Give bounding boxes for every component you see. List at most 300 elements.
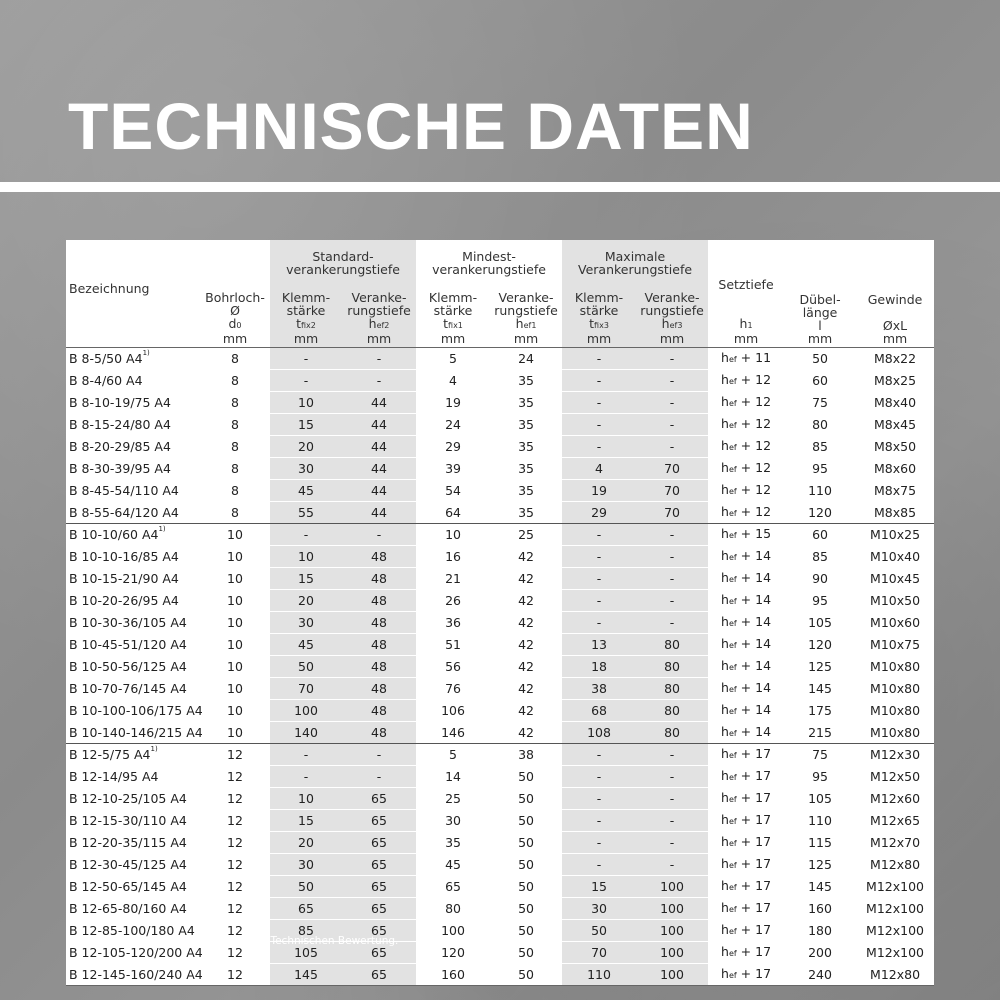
group-header-mindest: Mindest- verankerungstiefe [432,249,546,277]
cell-veranker-max: 100 [636,942,708,964]
column-header-setztiefe: Setztiefe h1 mm [718,277,774,346]
cell-duebel: 80 [784,414,856,436]
cell-veranker-std: 48 [342,656,416,678]
cell-gewinde: M12x100 [856,920,934,942]
column-header-klemm-max: Klemm- stärke tfix3 mm [562,278,636,348]
cell-veranker-max: - [636,612,708,634]
cell-setztiefe: hef + 17 [708,766,784,788]
cell-gewinde: M12x80 [856,964,934,986]
cell-klemm-max: 15 [562,876,636,898]
cell-veranker-max: - [636,436,708,458]
cell-bezeichnung: B 10-10-16/85 A4 [66,546,200,568]
cell-bohrloch: 12 [200,810,270,832]
cell-setztiefe: hef + 17 [708,964,784,986]
cell-bezeichnung: B 12-30-45/125 A4 [66,854,200,876]
cell-klemm-max: - [562,854,636,876]
cell-klemm-max: - [562,744,636,766]
cell-veranker-max: - [636,590,708,612]
cell-setztiefe: hef + 11 [721,350,772,365]
cell-veranker-max: 80 [636,700,708,722]
cell-bezeichnung: B 8-55-64/120 A4 [66,502,200,524]
cell-veranker-max: - [636,832,708,854]
cell-veranker-max: - [636,744,708,766]
cell-klemm-std: 55 [270,502,342,524]
cell-gewinde: M10x60 [856,612,934,634]
cell-bezeichnung: B 12-85-100/180 A4 [66,920,200,942]
cell-setztiefe: hef + 14 [708,678,784,700]
cell-veranker-std: 48 [342,590,416,612]
cell-gewinde: M10x80 [856,722,934,744]
cell-gewinde: M12x100 [856,876,934,898]
table-row [66,766,934,788]
cell-setztiefe: hef + 17 [708,920,784,942]
cell-klemm-std: 10 [270,392,342,414]
table-row [66,436,934,458]
table-row [66,546,934,568]
tech-data-table-container [66,240,934,986]
cell-veranker-min: 50 [490,942,562,964]
cell-gewinde: M12x70 [856,832,934,854]
cell-veranker-max: - [636,810,708,832]
column-header-klemm-std: Klemm- stärke tfix2 mm [270,278,342,348]
cell-klemm-std: 10 [270,546,342,568]
cell-klemm-min: 120 [416,942,490,964]
cell-klemm-min: 5 [449,351,457,366]
cell-klemm-min: 21 [416,568,490,590]
table-row [66,810,934,832]
cell-gewinde: M8x22 [874,351,917,366]
cell-veranker-std: 65 [342,876,416,898]
cell-veranker-std: - [342,348,416,370]
cell-klemm-min: 26 [416,590,490,612]
cell-bezeichnung: B 8-20-29/85 A4 [66,436,200,458]
cell-klemm-max: - [562,612,636,634]
table-row [66,678,934,700]
cell-klemm-std: - [270,766,342,788]
cell-bohrloch: 12 [200,920,270,942]
cell-veranker-std: - [342,524,416,546]
cell-bohrloch: 8 [200,480,270,502]
cell-setztiefe: hef + 14 [708,590,784,612]
cell-gewinde: M10x25 [856,524,934,546]
cell-veranker-min: 35 [490,392,562,414]
cell-bohrloch: 12 [200,854,270,876]
cell-klemm-min: 76 [416,678,490,700]
cell-klemm-std: 100 [270,700,342,722]
cell-duebel: 145 [784,678,856,700]
cell-veranker-std: 65 [342,788,416,810]
cell-bohrloch: 10 [200,656,270,678]
cell-bohrloch: 10 [200,546,270,568]
table-row [66,832,934,854]
cell-bohrloch: 12 [200,898,270,920]
cell-setztiefe: hef + 14 [708,722,784,744]
cell-gewinde: M8x50 [856,436,934,458]
cell-gewinde: M12x50 [856,766,934,788]
cell-veranker-std: 44 [342,436,416,458]
cell-veranker-max: - [636,370,708,392]
cell-duebel: 90 [784,568,856,590]
table-row [66,502,934,524]
cell-bohrloch: 8 [200,502,270,524]
column-header-veranker-std: Veranke- rungstiefe hef2 mm [342,278,416,348]
cell-veranker-max: 100 [636,898,708,920]
cell-veranker-std: - [342,766,416,788]
cell-klemm-std: 70 [270,678,342,700]
cell-klemm-min: 56 [416,656,490,678]
cell-klemm-max: - [562,414,636,436]
cell-veranker-min: 35 [490,414,562,436]
cell-veranker-max: - [636,546,708,568]
table-row [66,370,934,392]
cell-bezeichnung: B 12-5/75 A4$^{1)}$ [66,744,200,766]
cell-veranker-std: 65 [342,832,416,854]
column-header-gewinde: Gewinde ØxL mm [867,292,923,346]
cell-setztiefe: hef + 14 [708,634,784,656]
cell-klemm-min: 14 [416,766,490,788]
cell-veranker-min: 42 [490,568,562,590]
table-row [66,480,934,502]
cell-gewinde: M12x30 [856,744,934,766]
cell-klemm-max: - [562,370,636,392]
cell-duebel: 85 [784,436,856,458]
cell-klemm-std: 145 [270,964,342,986]
cell-setztiefe: hef + 17 [708,854,784,876]
cell-klemm-min: 64 [416,502,490,524]
cell-veranker-min: 50 [490,810,562,832]
title-divider [0,182,1000,192]
cell-klemm-min: 16 [416,546,490,568]
cell-bohrloch: 12 [200,942,270,964]
cell-veranker-std: 44 [342,414,416,436]
column-header-klemm-min: Klemm- stärke tfix1 mm [428,290,478,346]
cell-setztiefe: hef + 12 [708,414,784,436]
cell-klemm-max: 68 [562,700,636,722]
cell-duebel: 125 [784,854,856,876]
cell-klemm-std: - [270,744,342,766]
cell-bezeichnung: B 8-5/50 A4$^{1)}$ [69,349,150,366]
cell-gewinde: M8x75 [856,480,934,502]
cell-veranker-max: - [636,854,708,876]
cell-klemm-max: - [562,392,636,414]
cell-veranker-max: 100 [636,964,708,986]
cell-bezeichnung: B 12-14/95 A4 [66,766,200,788]
cell-veranker-max: 100 [636,876,708,898]
cell-klemm-max: - [562,766,636,788]
cell-gewinde: M12x100 [856,942,934,964]
cell-setztiefe: hef + 12 [708,480,784,502]
cell-duebel: 60 [784,370,856,392]
cell-veranker-std: 48 [342,634,416,656]
cell-bohrloch: 10 [200,722,270,744]
cell-bezeichnung: B 10-15-21/90 A4 [66,568,200,590]
cell-klemm-max: 4 [562,458,636,480]
cell-veranker-min: 50 [490,876,562,898]
table-row [66,392,934,414]
cell-duebel: 95 [784,590,856,612]
table-row [66,964,934,986]
table-row [66,876,934,898]
cell-veranker-max: - [636,392,708,414]
cell-veranker-min: 50 [490,832,562,854]
cell-bezeichnung: B 10-100-106/175 A4 [66,700,200,722]
cell-duebel: 75 [784,392,856,414]
table-row [66,788,934,810]
cell-klemm-max: 30 [562,898,636,920]
cell-klemm-min: 5 [416,744,490,766]
cell-klemm-min: 19 [416,392,490,414]
cell-setztiefe: hef + 17 [708,898,784,920]
cell-duebel: 215 [784,722,856,744]
cell-bezeichnung: B 8-30-39/95 A4 [66,458,200,480]
cell-gewinde: M12x65 [856,810,934,832]
table-row [66,524,934,546]
cell-veranker-min: 38 [490,744,562,766]
cell-veranker-min: 50 [490,964,562,986]
cell-veranker-min: 50 [490,898,562,920]
cell-klemm-std: 140 [270,722,342,744]
column-header-duebel: Dübel- länge l mm [799,292,841,346]
cell-veranker-min: 42 [490,678,562,700]
cell-bezeichnung: B 8-10-19/75 A4 [66,392,200,414]
cell-veranker-max: 100 [636,920,708,942]
cell-klemm-std: - [270,370,342,392]
cell-veranker-min: 35 [490,502,562,524]
cell-veranker-min: 42 [490,700,562,722]
cell-setztiefe: hef + 17 [708,832,784,854]
cell-klemm-min: 24 [416,414,490,436]
table-row [66,744,934,766]
cell-duebel: 120 [784,502,856,524]
cell-veranker-min: 42 [490,656,562,678]
cell-duebel: 95 [784,458,856,480]
cell-duebel: 110 [784,810,856,832]
cell-setztiefe: hef + 14 [708,546,784,568]
cell-duebel: 160 [784,898,856,920]
cell-veranker-min: 42 [490,590,562,612]
cell-klemm-max: - [562,810,636,832]
cell-duebel: 125 [784,656,856,678]
cell-klemm-max: - [562,546,636,568]
cell-veranker-std: - [342,370,416,392]
cell-bohrloch: 12 [200,876,270,898]
cell-gewinde: M8x60 [856,458,934,480]
column-header-bezeichnung: Bezeichnung [69,281,150,296]
table-body [66,348,934,986]
cell-klemm-std: 10 [270,788,342,810]
cell-duebel: 180 [784,920,856,942]
cell-bezeichnung: B 10-20-26/95 A4 [66,590,200,612]
cell-bohrloch: 10 [200,612,270,634]
cell-gewinde: M12x80 [856,854,934,876]
table-row [66,458,934,480]
cell-duebel: 85 [784,546,856,568]
cell-bohrloch: 10 [200,524,270,546]
cell-klemm-max: - [562,590,636,612]
cell-setztiefe: hef + 12 [708,458,784,480]
cell-klemm-max: - [562,832,636,854]
cell-veranker-std: 48 [342,612,416,634]
table-row [66,700,934,722]
table-row [66,656,934,678]
cell-klemm-std: - [270,348,342,370]
cell-bohrloch: 12 [200,964,270,986]
cell-bezeichnung: B 8-4/60 A4 [66,370,200,392]
cell-bezeichnung: B 8-45-54/110 A4 [66,480,200,502]
cell-klemm-std: 50 [270,656,342,678]
cell-duebel: 105 [784,612,856,634]
cell-klemm-max: 38 [562,678,636,700]
cell-veranker-min: 50 [490,920,562,942]
cell-klemm-min: 100 [416,920,490,942]
cell-duebel: 75 [784,744,856,766]
cell-bohrloch: 10 [200,590,270,612]
cell-klemm-min: 4 [416,370,490,392]
cell-veranker-std: 65 [342,942,416,964]
cell-klemm-min: 51 [416,634,490,656]
cell-bohrloch: 8 [200,436,270,458]
cell-klemm-std: 30 [270,612,342,634]
cell-veranker-std: 44 [342,458,416,480]
cell-veranker-min: 35 [490,436,562,458]
cell-klemm-min: 35 [416,832,490,854]
cell-bezeichnung: B 8-15-24/80 A4 [66,414,200,436]
cell-gewinde: M10x80 [856,700,934,722]
cell-duebel: 50 [812,351,828,366]
cell-duebel: 175 [784,700,856,722]
table-header [66,240,934,348]
cell-bohrloch: 12 [200,766,270,788]
footnote-marker: 1) [142,349,150,357]
cell-klemm-std: - [270,524,342,546]
cell-gewinde: M10x80 [856,656,934,678]
cell-veranker-std: 44 [342,392,416,414]
cell-klemm-max: - [562,788,636,810]
cell-veranker-std: 48 [342,568,416,590]
cell-veranker-min: 25 [490,524,562,546]
tech-data-table [66,240,934,986]
cell-klemm-std: 85 [270,920,342,942]
cell-veranker-max: 70 [636,480,708,502]
cell-klemm-max: 13 [562,634,636,656]
cell-veranker-max: - [636,348,708,370]
cell-klemm-min: 160 [416,964,490,986]
cell-veranker-std: 44 [342,502,416,524]
group-header-maximal: Maximale Verankerungstiefe [562,240,708,278]
cell-veranker-min: 50 [490,766,562,788]
cell-duebel: 60 [784,524,856,546]
cell-veranker-max: - [636,568,708,590]
cell-setztiefe: hef + 12 [708,436,784,458]
cell-bezeichnung: B 12-15-30/110 A4 [66,810,200,832]
cell-bezeichnung: B 12-65-80/160 A4 [66,898,200,920]
cell-bezeichnung: B 12-145-160/240 A4 [66,964,200,986]
table-row [66,612,934,634]
cell-veranker-min: 35 [490,480,562,502]
cell-bohrloch: 8 [200,370,270,392]
cell-klemm-std: 50 [270,876,342,898]
footnote-marker: 1) [158,525,166,533]
column-header-bohrloch: Bohrloch- Ø d0 mm [205,290,265,346]
cell-klemm-std: 30 [270,458,342,480]
cell-klemm-std: 20 [270,832,342,854]
cell-klemm-max: - [562,568,636,590]
cell-bohrloch: 8 [200,392,270,414]
cell-veranker-max: - [636,766,708,788]
column-header-veranker-min: Veranke- rungstiefe hef1 mm [494,290,558,346]
cell-bohrloch: 8 [200,458,270,480]
cell-gewinde: M8x45 [856,414,934,436]
cell-bezeichnung: B 10-70-76/145 A4 [66,678,200,700]
cell-bohrloch: 10 [200,700,270,722]
cell-klemm-min: 10 [416,524,490,546]
cell-bezeichnung: B 10-45-51/120 A4 [66,634,200,656]
table-row [66,898,934,920]
cell-veranker-std: 48 [342,678,416,700]
cell-klemm-max: 29 [562,502,636,524]
cell-klemm-max: 50 [562,920,636,942]
cell-veranker-std: 65 [342,854,416,876]
cell-setztiefe: hef + 14 [708,700,784,722]
cell-bezeichnung: B 10-50-56/125 A4 [66,656,200,678]
cell-klemm-min: 146 [416,722,490,744]
cell-gewinde: M12x60 [856,788,934,810]
cell-gewinde: M8x85 [856,502,934,524]
cell-klemm-std: 45 [270,634,342,656]
cell-setztiefe: hef + 17 [708,942,784,964]
cell-klemm-std: 65 [270,898,342,920]
group-header-standard: Standard- verankerungstiefe [270,240,416,278]
cell-bezeichnung: B 12-10-25/105 A4 [66,788,200,810]
cell-klemm-max: 70 [562,942,636,964]
cell-gewinde: M10x80 [856,678,934,700]
cell-veranker-std: - [342,744,416,766]
cell-veranker-max: 80 [636,722,708,744]
cell-veranker-min: 50 [490,788,562,810]
cell-klemm-max: 110 [562,964,636,986]
table-row [66,854,934,876]
cell-bezeichnung: B 12-105-120/200 A4 [66,942,200,964]
cell-duebel: 95 [784,766,856,788]
cell-bohrloch: 12 [200,832,270,854]
cell-klemm-min: 36 [416,612,490,634]
cell-klemm-max: 108 [562,722,636,744]
cell-bohrloch: 12 [200,788,270,810]
cell-duebel: 110 [784,480,856,502]
cell-veranker-max: - [636,524,708,546]
cell-duebel: 240 [784,964,856,986]
cell-gewinde: M8x40 [856,392,934,414]
cell-gewinde: M10x40 [856,546,934,568]
table-row [66,414,934,436]
cell-setztiefe: hef + 12 [708,392,784,414]
cell-klemm-min: 54 [416,480,490,502]
cell-gewinde: M8x25 [856,370,934,392]
cell-bohrloch: 12 [200,744,270,766]
cell-setztiefe: hef + 17 [708,810,784,832]
cell-veranker-max: - [636,414,708,436]
cell-veranker-std: 48 [342,700,416,722]
cell-veranker-max: - [636,788,708,810]
table-row [66,590,934,612]
cell-klemm-min: 29 [416,436,490,458]
cell-klemm-min: 106 [416,700,490,722]
cell-klemm-std: 45 [270,480,342,502]
cell-bezeichnung: B 10-10/60 A4$^{1)}$ [66,524,200,546]
cell-veranker-min: 42 [490,722,562,744]
cell-klemm-std: 20 [270,436,342,458]
cell-veranker-std: 48 [342,722,416,744]
